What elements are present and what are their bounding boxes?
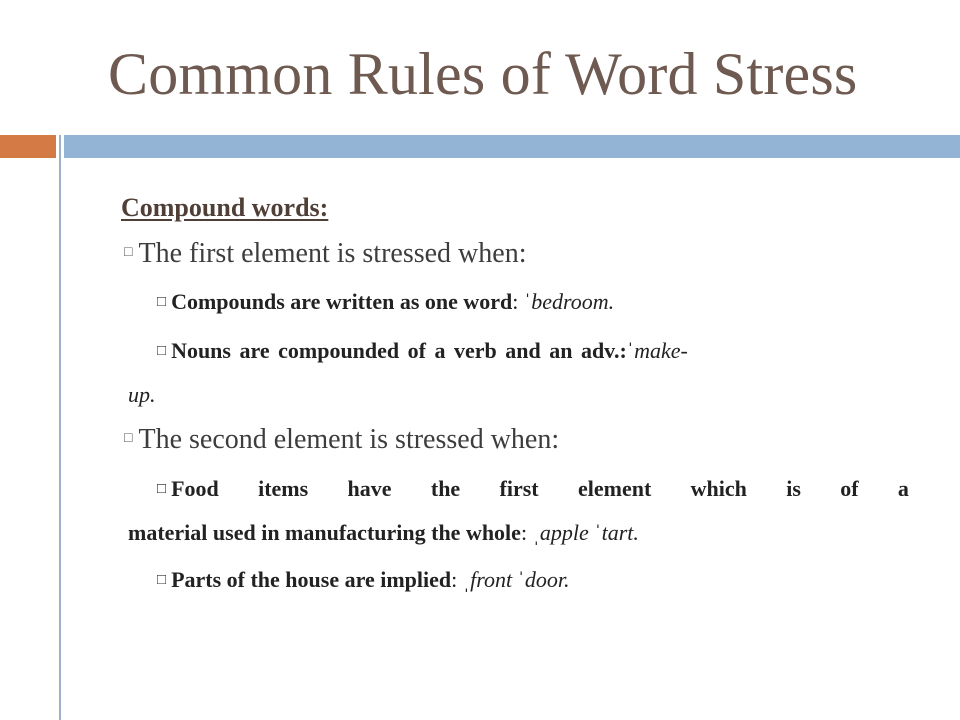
sub-rule-word: which <box>690 476 747 501</box>
sub-rule-item <box>157 289 614 315</box>
sub-rule-text: Nouns are compounded of a verb and an adv.: <box>171 338 627 363</box>
rule-second-element <box>124 424 559 456</box>
example-word: ˌapple ˈtart. <box>532 520 639 545</box>
sub-rule-text: Compounds are written as one word <box>171 289 513 314</box>
separator: : <box>512 289 524 314</box>
sub-rule-word: is <box>786 476 801 501</box>
square-bullet-icon: □ <box>124 431 133 446</box>
sub-rule-item <box>157 338 688 364</box>
sub-rule-word: items <box>258 476 309 501</box>
square-bullet-icon: □ <box>157 343 167 359</box>
rule-text: The first element is stressed when: <box>138 238 527 269</box>
sub-rule-item <box>157 567 570 593</box>
section-heading: Compound words: <box>121 193 329 222</box>
square-bullet-icon: □ <box>124 245 133 260</box>
sub-rule-text: material used in manufacturing the whole <box>128 520 521 545</box>
example-word-continued: up. <box>128 382 156 407</box>
accent-vertical-line <box>59 135 61 720</box>
separator: : <box>520 520 533 545</box>
accent-bar-blue <box>64 135 960 158</box>
example-word: ˈbedroom. <box>523 289 615 314</box>
sub-rule-word: element <box>577 476 652 501</box>
rule-text: The second element is stressed when: <box>138 424 560 455</box>
square-bullet-icon: □ <box>157 481 167 497</box>
square-bullet-icon: □ <box>157 294 167 310</box>
sub-rule-word: a <box>897 476 909 501</box>
separator: : <box>451 567 463 592</box>
sub-rule-continuation <box>128 382 156 408</box>
sub-rule-text: Parts of the house are implied <box>171 567 452 592</box>
sub-rule-word: Food <box>171 476 219 501</box>
sub-rule-word: the <box>430 476 461 501</box>
rule-first-element <box>124 238 526 270</box>
square-bullet-icon: □ <box>157 572 167 588</box>
sub-rule-item-justified <box>157 476 909 502</box>
sub-rule-word: of <box>840 476 859 501</box>
example-word: ˈmake- <box>626 338 688 363</box>
accent-bar-orange <box>0 135 56 158</box>
sub-rule-continuation <box>128 520 639 546</box>
sub-rule-word: first <box>499 476 539 501</box>
example-word: ˌfront ˈdoor. <box>462 567 570 592</box>
sub-rule-word: have <box>347 476 392 501</box>
slide-title: Common Rules of Word Stress <box>108 41 858 107</box>
